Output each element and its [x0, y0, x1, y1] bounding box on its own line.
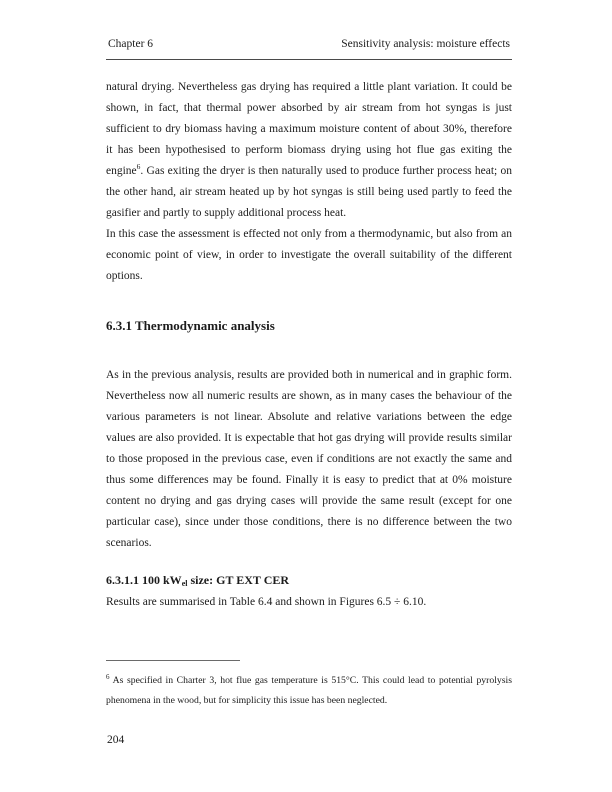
footnote-body: As specified in Charter 3, hot flue gas temperature is 515°C. This could lead to potential pyrolysis phenomena in the wood, but for simplicity this issue has been neglected. — [106, 675, 512, 706]
body-text — [106, 77, 512, 613]
footnote-marker-6: 6 — [106, 672, 110, 681]
footnote-text — [106, 671, 512, 710]
subsection-heading-100kw-gt-ext-cer — [106, 570, 512, 592]
running-header — [106, 38, 512, 60]
header-chapter-label: Chapter 6 — [108, 38, 154, 50]
footnote-reference-6: 6 — [136, 162, 141, 172]
page-number: 204 — [107, 734, 125, 746]
section-heading-thermodynamic-analysis: 6.3.1 Thermodynamic analysis — [106, 318, 275, 333]
paragraph-assessment: In this case the assessment is effected not only from a thermodynamic, but also from an economic point of view, in order to investigate the overall suitability of the different options. — [106, 228, 512, 282]
subsection-heading-pre: 6.3.1.1 100 kW — [106, 573, 182, 587]
paragraph-gas-drying — [106, 77, 512, 224]
page-content — [106, 38, 512, 613]
footnote-block — [106, 660, 512, 710]
footnote-separator-rule — [106, 660, 240, 661]
paragraph-gas-drying-continued: . Gas exiting the dryer is then naturally used to produce further process heat; on the other hand, air stream heated up by hot syngas is still being used partly to feed the gasifier and partly to supply additional process heat. — [106, 165, 512, 219]
header-section-title: Sensitivity analysis: moisture effects — [341, 38, 510, 50]
paragraph-previous-analysis: As in the previous analysis, results are provided both in numerical and in graphic form. Nevertheless now all numeric results are shown, as in many cases the behaviour of the various parameters is not linear. Absolute and relative variations between the edge values are also provided. It is expectable that hot gas drying will provide results similar to those proposed in the previous case, even if conditions are not exactly the same and thus some differences may be found. Finally it is easy to predict that at 0% moisture content no drying and gas drying cases will provide the same result (except for one particular case), since under those conditions, there is no difference between the two scenarios. — [106, 369, 512, 549]
subsection-heading-post: size: GT EXT CER — [187, 573, 290, 587]
paragraph-gas-drying-text: natural drying. Nevertheless gas drying has required a little plant variation. It could be shown, in fact, that thermal power absorbed by air stream from hot syngas is just sufficient to dry biomass having a maximum moisture content of about 30%, therefore it has been hypothesised to perform biomass drying using hot flue gas exiting the engine — [106, 81, 512, 177]
subsection-subscript-el: el — [181, 579, 188, 588]
paragraph-results-summary: Results are summarised in Table 6.4 and shown in Figures 6.5 ÷ 6.10. — [106, 596, 427, 608]
